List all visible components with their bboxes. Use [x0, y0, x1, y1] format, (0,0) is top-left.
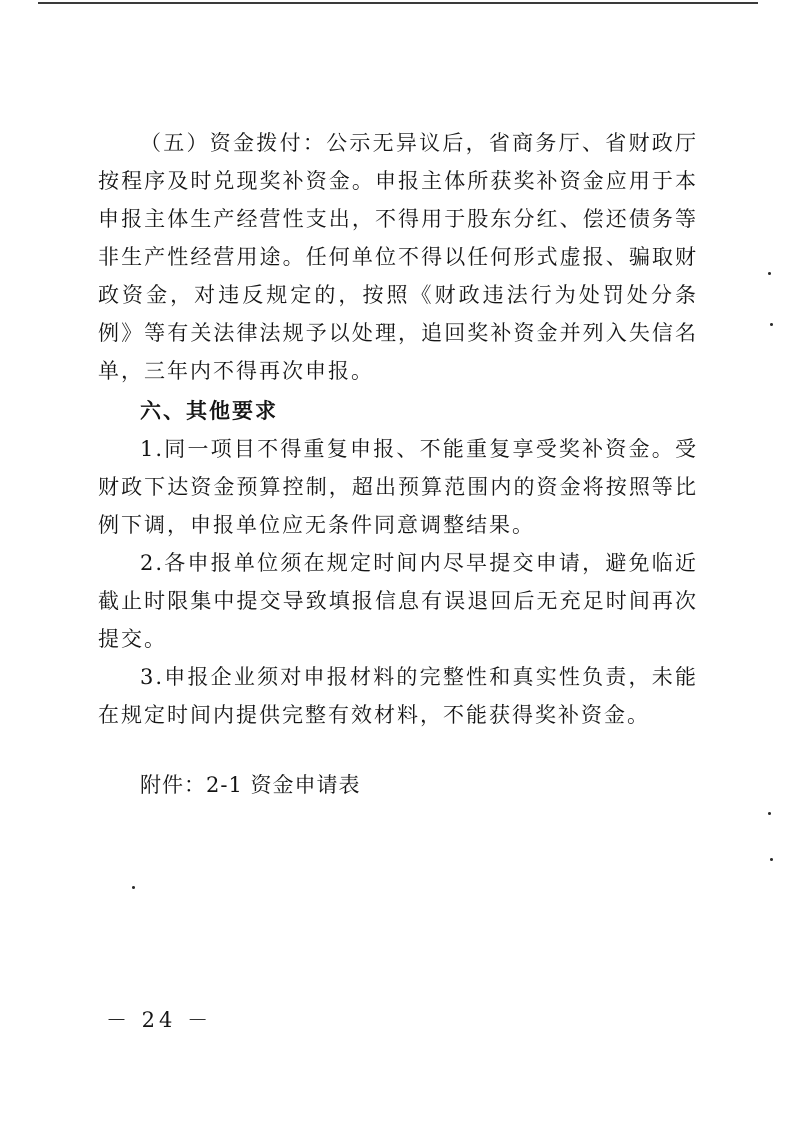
paragraph-fund-disbursement: （五）资金拨付：公示无异议后，省商务厅、省财政厅按程序及时兑现奖补资金。申报主体所获奖补资金应用于本申报主体生产经营性支出，不得用于股东分红、偿还债务等非生产性经营用途。任何单位不得以任何形式虚报、骗取财政资金，对违反规定的，按照《财政违法行为处罚处分条例》等有关法律法规予以处理，追回奖补资金并列入失信名单，三年内不得再次申报。	[98, 131, 698, 383]
requirement-item-2: 2.各申报单位须在规定时间内尽早提交申请，避免临近截止时限集中提交导致填报信息有误退回后无充足时间再次提交。	[98, 551, 698, 651]
requirement-item-3: 3.申报企业须对申报材料的完整性和真实性负责，未能在规定时间内提供完整有效材料，不能获得奖补资金。	[98, 665, 698, 727]
scan-speck	[132, 886, 135, 889]
scan-speck	[770, 858, 773, 861]
top-border-line	[38, 2, 758, 4]
section-heading-other-requirements: 六、其他要求	[140, 398, 278, 423]
scan-speck	[768, 272, 771, 275]
requirement-item-1: 1.同一项目不得重复申报、不能重复享受奖补资金。受财政下达资金预算控制，超出预算范围内的资金将按照等比例下调，申报单位应无条件同意调整结果。	[98, 437, 698, 537]
attachment-note: 附件：2-1 资金申请表	[140, 773, 361, 797]
scan-speck	[770, 323, 773, 326]
document-body	[98, 124, 698, 804]
scan-speck	[768, 812, 771, 815]
page-number: － 24 －	[106, 1008, 213, 1032]
